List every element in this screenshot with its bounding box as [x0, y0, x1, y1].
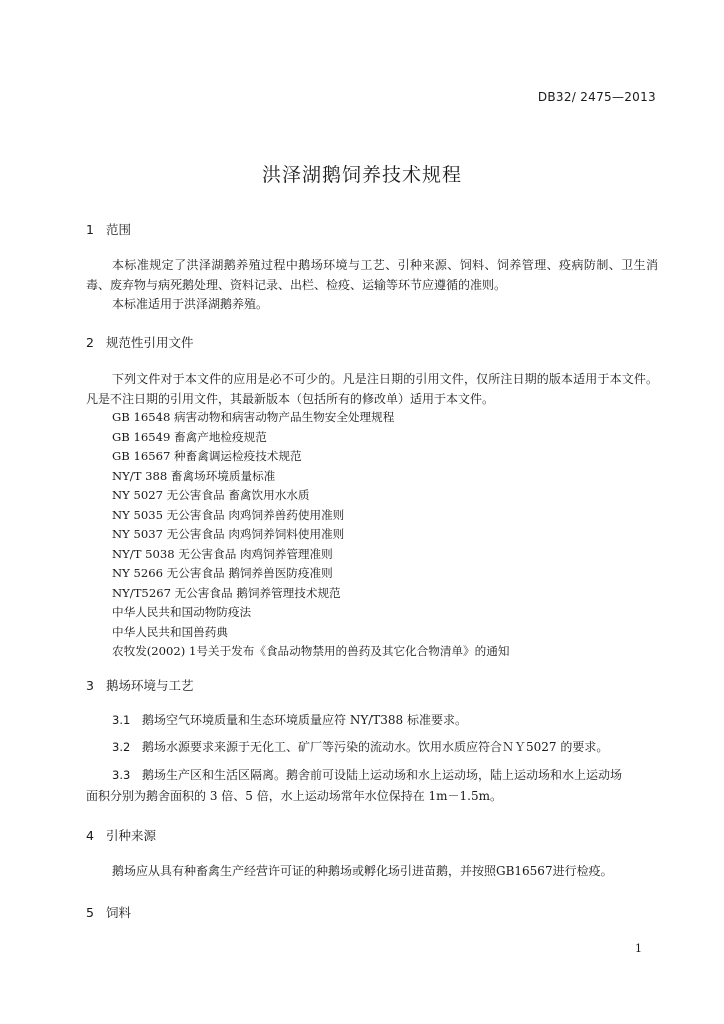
source-paragraph: 鹅场应从具有种畜禽生产经营许可证的种鹅场或孵化场引进苗鹅，并按照GB16567进行检疫。	[112, 864, 613, 878]
reference-item: NY/T 5038 无公害食品 肉鸡饲养管理准则	[112, 546, 333, 561]
standard-code: DB32/ 2475—2013	[537, 90, 656, 104]
reference-item: NY 5027 无公害食品 畜禽饮用水水质	[112, 488, 310, 502]
section-number: 2	[86, 335, 94, 350]
section-title: 规范性引用文件	[106, 335, 194, 350]
section-1-heading	[86, 220, 131, 238]
section-5-heading	[86, 903, 131, 921]
reference-item: NY/T5267 无公害食品 鹅饲养管理技术规范	[112, 585, 341, 600]
section-4-heading	[86, 826, 156, 844]
clause-number: 3.2	[112, 740, 131, 754]
clause-3-3	[86, 765, 658, 807]
section-2-heading	[86, 333, 194, 351]
reference-item: NY 5037 无公害食品 肉鸡饲养饲料使用准则	[112, 527, 345, 541]
document-title: 洪泽湖鹅饲养技术规程	[261, 164, 462, 186]
normative-intro: 下列文件对于本文件的应用是必不可少的。凡是注日期的引用文件，仅所注日期的版本适用于本文件。凡是不注日期的引用文件，其最新版本（包括所有的修改单）适用于本文件。	[86, 372, 658, 406]
scope-applicability: 本标准适用于洪泽湖鹅养殖。	[112, 297, 269, 311]
section-number: 4	[86, 828, 94, 843]
reference-item: GB 16567 种畜禽调运检疫技术规范	[112, 449, 302, 463]
clause-text-continued: 面积分别为鹅舍面积的 3 倍、5 倍，水上运动场常年水位保持在 1m－1.5m。	[86, 789, 503, 803]
section-title: 引种来源	[106, 828, 157, 843]
clause-3-1	[112, 710, 658, 731]
clause-text: 鹅场水源要求来源于无化工、矿厂等污染的流动水。饮用水质应符合ＮＹ5027 的要求。	[142, 740, 609, 754]
section-number: 5	[86, 905, 94, 920]
reference-item: 中华人民共和国动物防疫法	[112, 605, 252, 619]
clause-text: 鹅场空气环境质量和生态环境质量应符 NY/T388 标准要求。	[142, 713, 468, 727]
section-number: 3	[86, 678, 94, 693]
section-title: 范围	[106, 222, 132, 237]
reference-item: GB 16548 病害动物和病害动物产品生物安全处理规程	[112, 410, 395, 424]
reference-item: GB 16549 畜禽产地检疫规范	[112, 429, 267, 444]
section-title: 饲料	[106, 905, 132, 920]
page-number: 1	[635, 942, 642, 955]
section-number: 1	[86, 222, 94, 237]
clause-number: 3.1	[112, 713, 131, 727]
section-title: 鹅场环境与工艺	[106, 678, 194, 693]
reference-item: 农牧发(2002) 1号关于发布《食品动物禁用的兽药及其它化合物清单》的通知	[112, 644, 510, 658]
reference-item: NY/T 388 畜禽场环境质量标准	[112, 468, 276, 483]
scope-paragraph: 本标准规定了洪泽湖鹅养殖过程中鹅场环境与工艺、引种来源、饲料、饲养管理、疫病防制、卫生消毒、废弃物与病死鹅处理、资料记录、出栏、检疫、运输等环节应遵循的准则。	[86, 258, 658, 292]
clause-text: 鹅场生产区和生活区隔离。鹅舍前可设陆上运动场和水上运动场，陆上运动场和水上运动场	[142, 768, 623, 782]
reference-item: NY 5035 无公害食品 肉鸡饲养兽药使用准则	[112, 507, 345, 522]
reference-item: NY 5266 无公害食品 鹅饲养兽医防疫准则	[112, 566, 333, 580]
reference-list	[112, 408, 509, 662]
reference-item: 中华人民共和国兽药典	[112, 624, 228, 639]
section-3-heading	[86, 676, 194, 694]
clause-3-2	[112, 737, 658, 758]
clause-number: 3.3	[112, 768, 131, 782]
